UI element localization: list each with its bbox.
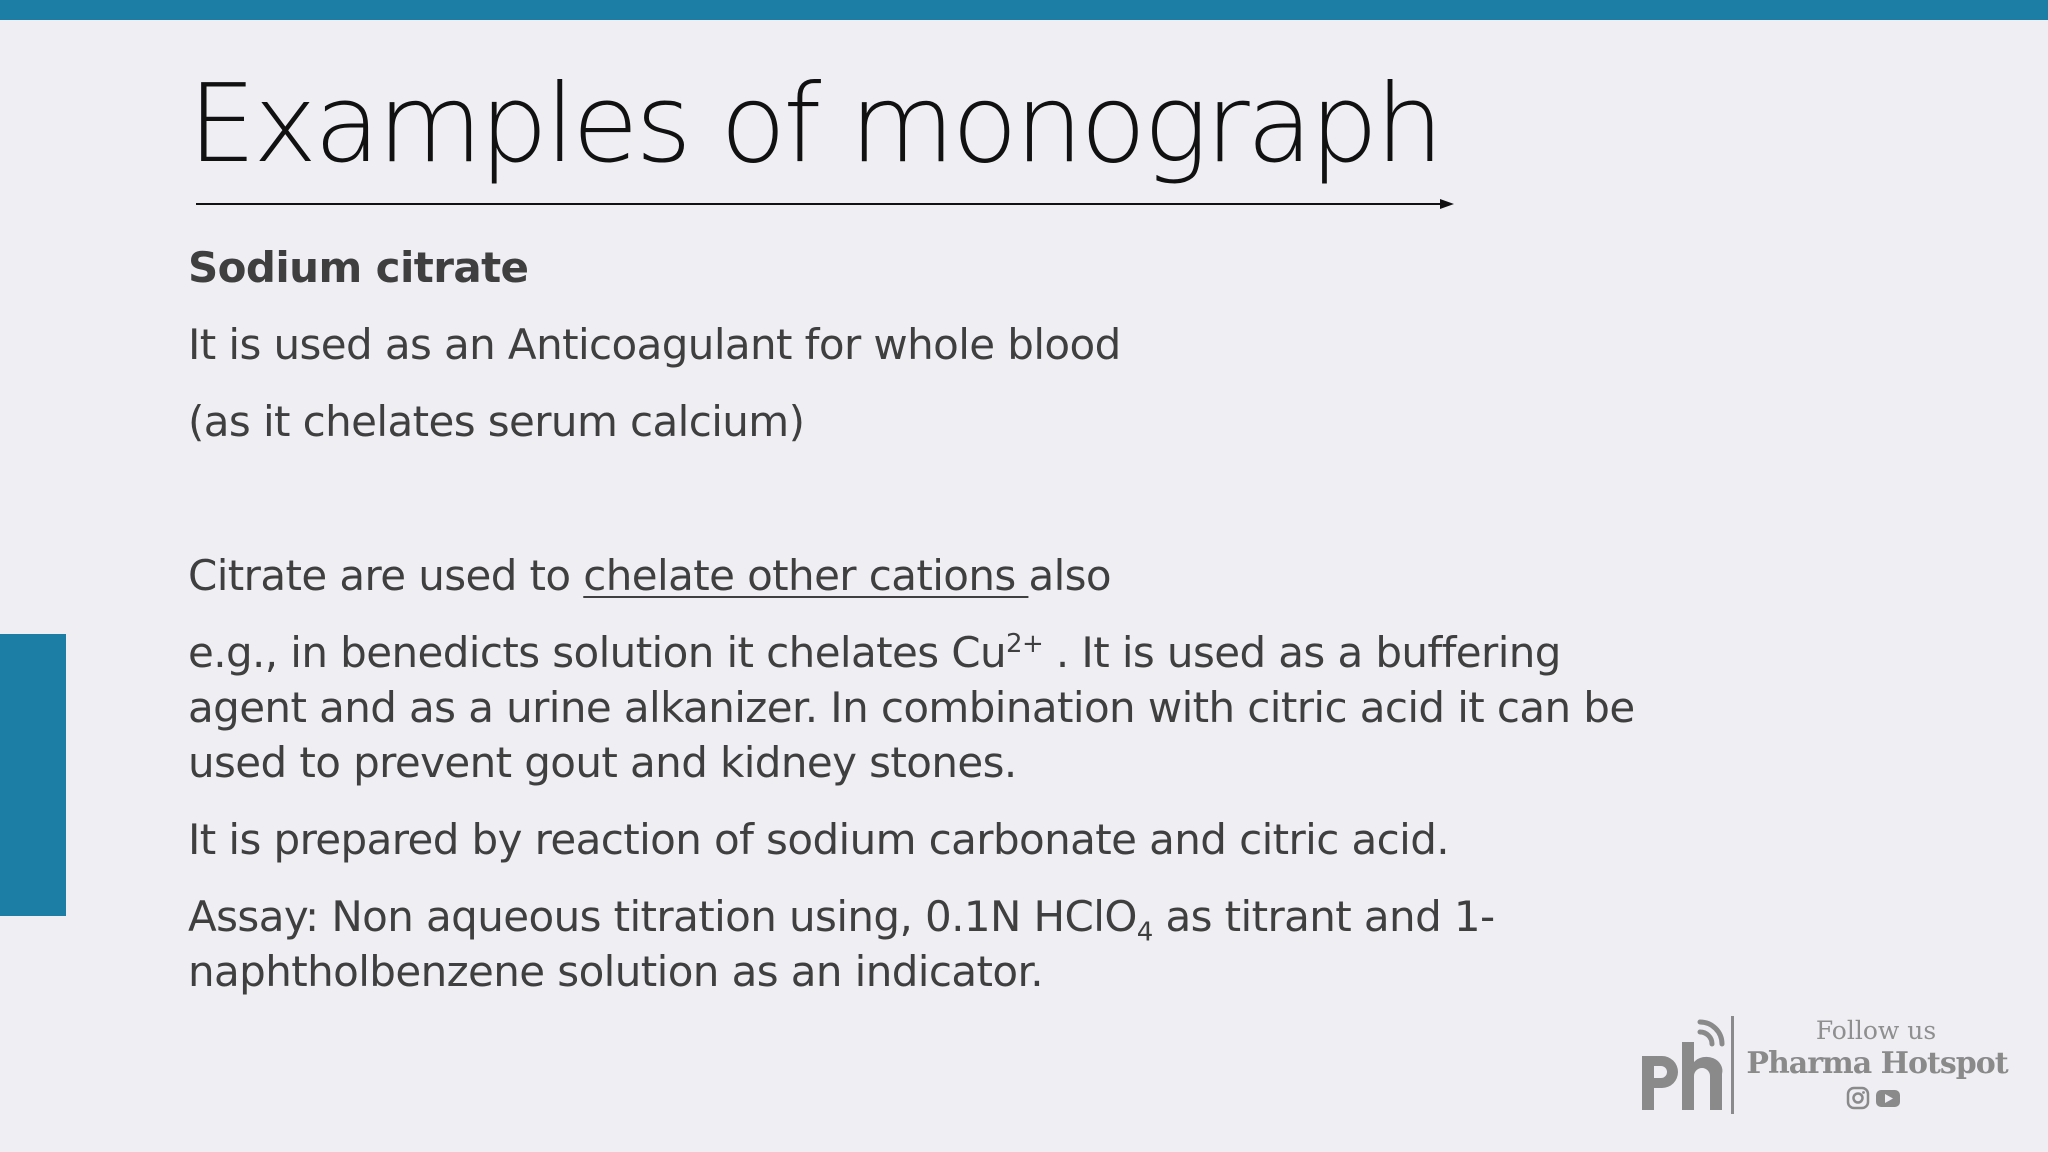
pharma-hotspot-logo <box>1636 1012 2008 1114</box>
example-continued-text: . It is used as a buffering agent and as a urine alkanizer. In combination with citric acid it can be used to prevent gout and kidney stones. <box>188 628 1635 787</box>
perchlorate-subscript: 4 <box>1136 917 1153 948</box>
slide-content <box>188 240 1668 1021</box>
follow-us-text: Follow us <box>1815 1016 1937 1045</box>
top-accent-bar <box>0 0 2048 20</box>
subheading: Sodium citrate <box>188 243 529 292</box>
slide-title: Examples of monograph <box>188 62 1441 187</box>
preparation-line: It is prepared by reaction of sodium carbonate and citric acid. <box>188 815 1450 864</box>
citrate-line <box>188 548 1668 603</box>
social-icons <box>1846 1086 1906 1110</box>
title-arrow-icon <box>196 196 1454 212</box>
spacer <box>188 471 1668 548</box>
youtube-icon <box>1876 1090 1900 1107</box>
chelate-other-cations-text: chelate other cations <box>583 551 1029 600</box>
assay-paragraph <box>188 889 1668 999</box>
ph-logo-icon <box>1636 1016 1732 1112</box>
copper-charge: 2+ <box>1006 629 1044 659</box>
anticoagulant-line: It is used as an Anticoagulant for whole blood <box>188 320 1121 369</box>
logo-divider <box>1731 1016 1734 1114</box>
example-paragraph <box>188 625 1668 790</box>
chelates-calcium-line: (as it chelates serum calcium) <box>188 397 805 446</box>
side-accent-bar <box>0 634 66 916</box>
assay-continued-text: as titrant and 1-naphtholbenzene solution as an indicator. <box>188 892 1495 996</box>
instagram-icon <box>1848 1088 1868 1108</box>
citrate-text: Citrate are used to <box>188 551 584 600</box>
example-text: e.g., in benedicts solution it chelates Cu <box>188 628 1007 677</box>
citrate-also-text: also <box>1028 551 1112 600</box>
assay-text: Assay: Non aqueous titration using, 0.1N HClO <box>188 892 1137 941</box>
brand-name: Pharma Hotspot <box>1746 1046 2008 1081</box>
